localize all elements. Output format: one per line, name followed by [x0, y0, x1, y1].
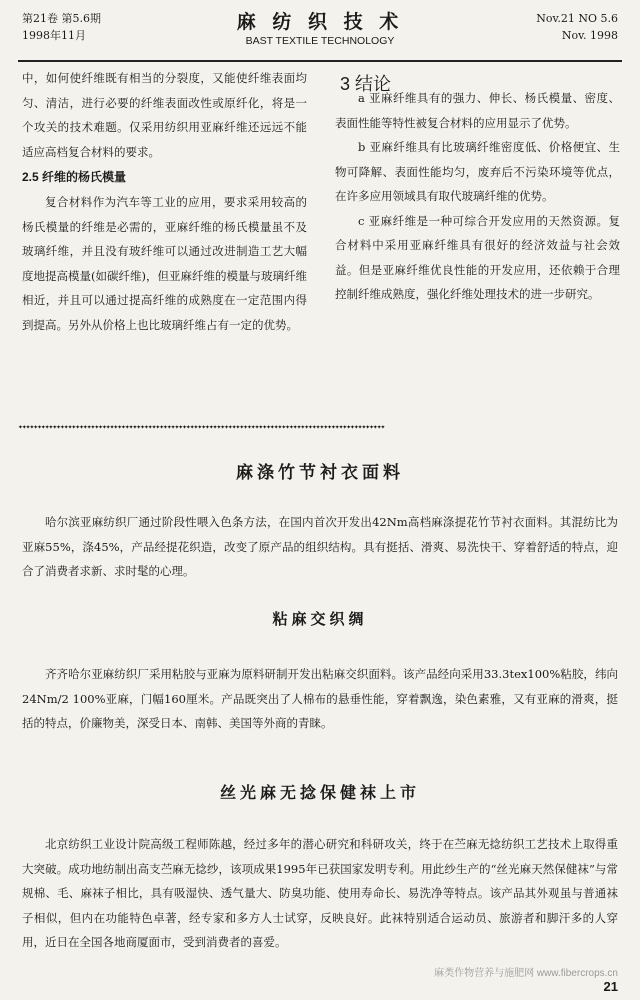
article-body [22, 510, 618, 584]
section-heading-2-5: 2.5 纤维的杨氏模量 [22, 170, 127, 184]
page-number: 21 [603, 979, 618, 994]
article-paragraph: 齐齐哈尔亚麻纺织厂采用粘胶与亚麻为原料研制开发出粘麻交织面料。该产品经向采用33.3tex100%粘胶，纬向24Nm/2 100%亚麻，门幅160厘米。产品既突出了人棉布的悬垂性能，穿着飘逸，染色素雅，又有亚麻的滑爽，挺括的特点，价廉物美，深受日本、南韩、美国等外商的青睐。 [22, 667, 618, 730]
article-paragraph: 哈尔滨亚麻纺织厂通过阶段性喂入色条方法，在国内首次开发出42Nm高档麻涤提花竹节衬衣面料。其混纺比为亚麻55%，涤45%，产品经提花织造，改变了原产品的组织结构。具有挺括、滑爽、易洗快干、穿着舒适的特点，迎合了消费者求新、求时髦的心理。 [22, 515, 618, 578]
article-body [22, 832, 618, 955]
date-cn: 1998年11月 [22, 29, 86, 42]
journal-title-cn: 麻 纺 织 技 术 [236, 11, 404, 33]
header-center [22, 10, 618, 48]
issue-en: Nov.21 NO 5.6 [536, 12, 618, 25]
conclusion-item-c: c 亚麻纤维是一种可综合开发应用的天然资源。复合材料中采用亚麻纤维具有很好的经济效益与社会效益。但是亚麻纤维优良性能的开发应用，还依赖于合理控制纤维成熟度，强化纤维处理技术的进一步研究。 [335, 213, 620, 301]
right-column [335, 86, 620, 307]
continued-paragraph: 中，如何使纤维既有相当的分裂度，又能使纤维表面均匀、清洁，进行必要的纤维表面改性或原纤化，将是一个攻关的技术难题。仅采用纺织用亚麻纤维还远远不能适应高档复合材料的要求。 [22, 71, 307, 159]
header-rule [18, 60, 622, 62]
decorative-divider: ✦✦✦✦✦✦✦✦✦✦✦✦✦✦✦✦✦✦✦✦✦✦✦✦✦✦✦✦✦✦✦✦✦✦✦✦✦✦✦✦✦✦✦✦✦✦✦✦✦✦✦✦✦✦✦✦✦✦✦✦✦✦✦✦✦✦✦✦✦✦✦✦✦✦✦✦✦✦✦✦✦✦✦✦✦✦✦✦✦✦✦✦✦✦✦✦ [18, 423, 385, 431]
page-footer [434, 964, 618, 994]
section-paragraph: 复合材料作为汽车等工业的应用，要求采用较高的杨氏模量的纤维是必需的，亚麻纤维的杨氏模量虽不及玻璃纤维，并且没有玻纤维可以通过改进制造工艺大幅度地提高模量(如碳纤维)，但亚麻纤维的模量与玻璃纤维相近，并且可以通过提高纤维的成熟度在一定范围内得到提高。另外从价格上也比玻璃纤维占有一定的优势。 [22, 195, 307, 332]
article-title: 丝光麻无捻保健袜上市 [219, 783, 420, 802]
conclusion-item-a: a 亚麻纤维具有的强力、伸长、杨氏模量、密度、表面性能等特性被复合材料的应用显示了优势。 [335, 91, 620, 130]
date-en: Nov. 1998 [561, 29, 618, 42]
volume-issue: 第21卷 第5.6期 [22, 12, 101, 25]
article-title: 麻涤竹节衬衣面料 [236, 463, 404, 483]
header-right [536, 10, 618, 44]
watermark: 麻类作物营养与施肥网 www.fibercrops.cn [434, 968, 618, 979]
left-column [22, 66, 307, 337]
page-header [22, 10, 618, 60]
conclusion-item-b: b 亚麻纤维具有比玻璃纤维密度低、价格便宜、生物可降解、表面性能均匀，废弃后不污染环境等优点，在许多应用领域具有取代玻璃纤维的优势。 [335, 140, 620, 203]
article-paragraph: 北京纺织工业设计院高级工程师陈越，经过多年的潜心研究和科研攻关，终于在苎麻无捻纺织工艺技术上取得重大突破。成功地纺制出高支苎麻无捻纱，该项成果1995年已获国家发明专利。用此纱生产的“丝光麻天然保健袜”与常规棉、毛、麻袜子相比，具有吸湿快、透气量大、防臭功能、使用寿命长、易洗净等特点。该产品其外观虽与普通袜子相似，但内在功能特色卓著，经专家和多方人士试穿，反映良好。此袜特别适合运动员、旅游者和脚汗多的人穿用，近日在全国各地商厦面市，受到消费者的喜爱。 [22, 837, 618, 949]
conclusion-heading: 3 结论 [340, 74, 392, 94]
article-title: 粘麻交织绸 [272, 610, 368, 628]
article-body [22, 662, 618, 736]
journal-title-en: BAST TEXTILE TECHNOLOGY [245, 35, 395, 47]
